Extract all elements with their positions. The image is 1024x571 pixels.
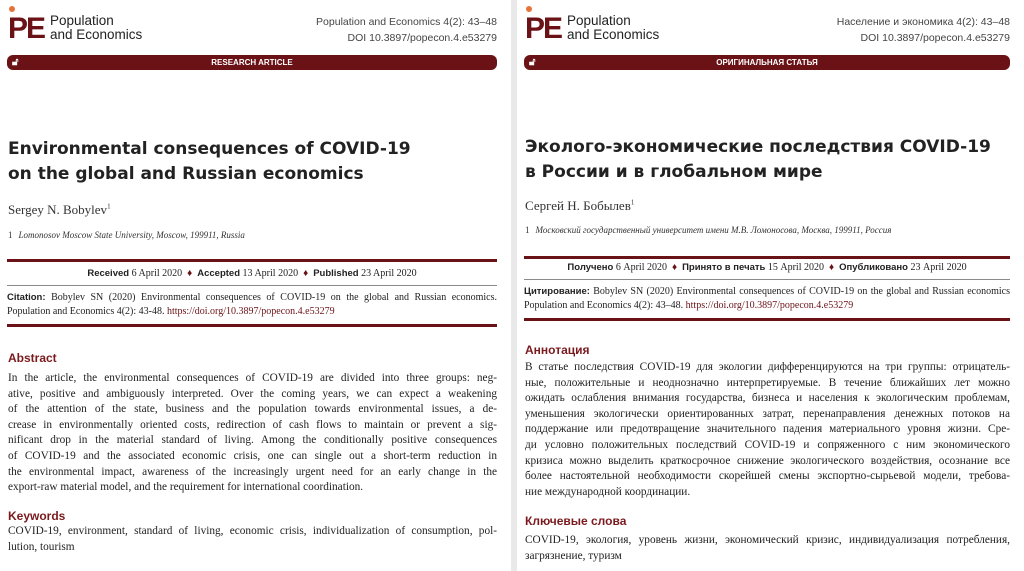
received-date: 6 April 2020 (131, 268, 183, 279)
diamond-separator: ♦ (671, 262, 678, 273)
abstract-text (8, 371, 497, 496)
text-line: export-raw material model, and the requirement for international coordination. (8, 481, 364, 494)
logo-name (50, 14, 142, 42)
author-name: Сергей Н. Бобылев (525, 198, 631, 213)
diamond-separator: ♦ (828, 262, 835, 273)
text-line: In the article, the environmental consequences of COVID-19 are divided into three groups: neg- (8, 372, 497, 384)
affiliation-text: Московский государственный университет имени М.В. Ломоносова, Москва, 199911, Россия (535, 225, 892, 235)
citation-label: Citation: (7, 292, 46, 303)
title-line: в России и в глобальном мире (525, 162, 823, 182)
text-line: загрязнение, туризм (525, 549, 622, 562)
text-line: crease in environmentally oriented costs, redirection of cash flows to maintain or prevent a sig- (8, 418, 497, 431)
logo-name-line2: and Economics (50, 27, 143, 42)
journal-issue: Population and Economics 4(2): 43–48 (316, 16, 497, 28)
text-line: the environmental impact, awareness of the increasingly urgent need for an early change in the (8, 465, 497, 478)
accepted-date: 15 April 2020 (767, 262, 824, 273)
abstract-text (525, 360, 1010, 500)
dates-line (7, 268, 497, 279)
logo-mark: PE (525, 12, 562, 45)
divider (7, 324, 497, 327)
logo-name-line1: Population (567, 13, 631, 28)
author-sup: 1 (630, 198, 635, 207)
accepted-label: Accepted (197, 268, 241, 279)
article-type: RESEARCH ARTICLE (211, 58, 293, 67)
divider (7, 285, 497, 286)
article-type-banner (524, 55, 1010, 70)
text-line: поддержание или предотвращение значительного падения материального уровня жизни. Сре- (525, 423, 1010, 436)
text-line: lution, tourism (8, 540, 75, 553)
logo-name (567, 14, 659, 42)
open-access-icon: 🔓︎ (529, 57, 536, 68)
abstract-heading: Abstract (8, 351, 57, 365)
affiliation (525, 225, 891, 235)
received-date: 6 April 2020 (615, 262, 667, 273)
author (525, 198, 634, 214)
russian-page (517, 0, 1024, 571)
citation-text: Bobylev SN (2020) Environmental consequences of COVID-19 on the global and Russian economics. Population and Economics 4(2): 43-48. (7, 292, 497, 317)
journal-logo (8, 6, 158, 46)
title-line: on the global and Russian economics (8, 164, 364, 184)
author (8, 202, 111, 218)
published-label: Published (313, 268, 359, 279)
doi: DOI 10.3897/popecon.4.e53279 (860, 32, 1010, 44)
title-line: Environmental consequences of COVID-19 (8, 139, 411, 159)
received-label: Received (87, 268, 130, 279)
doi: DOI 10.3897/popecon.4.e53279 (347, 32, 497, 44)
journal-issue: Население и экономика 4(2): 43–48 (836, 16, 1010, 28)
dates-line (524, 262, 1010, 273)
article-type: ОРИГИНАЛЬНАЯ СТАТЬЯ (716, 58, 818, 67)
citation-doi-link[interactable]: https://doi.org/10.3897/popecon.4.e53279 (166, 306, 335, 317)
journal-logo (525, 6, 675, 46)
journal-info (316, 14, 497, 46)
text-line: COVID-19, environment, standard of living, economic crisis, individualization of consumption, pol- (8, 525, 497, 537)
text-line: nificant drop in the material standard of living. Among the conditionally positive consequences (8, 434, 497, 447)
published-date: 23 April 2020 (910, 262, 967, 273)
abstract-heading: Аннотация (525, 343, 590, 357)
keywords-heading: Keywords (8, 509, 66, 523)
citation-label: Цитирование: (524, 286, 590, 297)
logo-mark: PE (8, 12, 45, 45)
divider (524, 318, 1010, 321)
divider (7, 259, 497, 262)
text-line: В статье последствия COVID-19 для экологии дифференцируются на три группы: отрицатель- (525, 361, 1010, 373)
text-line: of the attention of the state, business and the population towards environmental issues, a de- (8, 403, 497, 416)
english-page (0, 0, 511, 571)
logo-name-line1: Population (50, 13, 114, 28)
received-label: Получено (567, 262, 614, 273)
published-date: 23 April 2020 (361, 268, 417, 279)
text-line: of COVID-19 and the associated economic crisis, one can single out a short-term reduction in (8, 449, 497, 462)
text-line: ative, positive and ambiguously interpreted. Over the coming years, we can expect a weakening (8, 387, 497, 400)
accepted-date: 13 April 2020 (242, 268, 299, 279)
keywords-text (8, 524, 497, 555)
text-line: более настоятельной необходимости скорейшей смены экспортно-сырьевой модели, требова- (525, 470, 1010, 483)
text-line: уменьшения экологически ориентированных затрат, перенаправления денежных потоков на (525, 407, 1010, 420)
text-line: ди условно положительных последствий COVID-19 и сопряженного с ним экономического (525, 438, 1010, 451)
citation-text: Bobylev SN (2020) Environmental consequences of COVID-19 on the global and Russian economics Population and Economics 4(2): 43–48. (524, 286, 1010, 311)
author-sup: 1 (107, 202, 111, 211)
divider (524, 256, 1010, 259)
article-title (525, 135, 991, 185)
text-line: ние международной координации. (525, 485, 691, 498)
published-label: Опубликовано (839, 262, 908, 273)
accepted-label: Принято в печать (682, 262, 766, 273)
article-type-banner (7, 55, 497, 70)
citation (7, 291, 497, 319)
author-name: Sergey N. Bobylev (8, 202, 108, 217)
citation-doi-link[interactable]: https://doi.org/10.3897/popecon.4.e53279 (685, 300, 854, 311)
text-line: ные, положительные и неоднозначно интерпретируемые. В течение ближайших лет можно (525, 376, 1010, 389)
title-line: Эколого-экономические последствия COVID-19 (525, 137, 991, 157)
journal-info (837, 14, 1010, 46)
citation (524, 285, 1010, 313)
affiliation (8, 230, 245, 240)
text-line: COVID-19, экология, уровень жизни, экономический кризис, индивидуализация потребления, (525, 534, 1010, 546)
diamond-separator: ♦ (303, 268, 309, 279)
text-line: ожидать ослабления внимания государства, бизнеса и населения к экологическим проблемам, (525, 392, 1010, 405)
affiliation-number: 1 (525, 225, 530, 235)
affiliation-number: 1 (8, 230, 13, 240)
keywords-text (525, 533, 1010, 564)
article-title (8, 137, 411, 187)
text-line: кризиса можно выделить краткосрочное снижение экологического воздействия, осознание все (525, 454, 1010, 467)
divider (524, 279, 1010, 280)
diamond-separator: ♦ (187, 268, 193, 279)
open-access-icon: 🔓︎ (12, 57, 19, 68)
affiliation-text: Lomonosov Moscow State University, Moscow, 199911, Russia (18, 230, 245, 240)
logo-name-line2: and Economics (567, 27, 660, 42)
keywords-heading: Ключевые слова (525, 514, 627, 528)
